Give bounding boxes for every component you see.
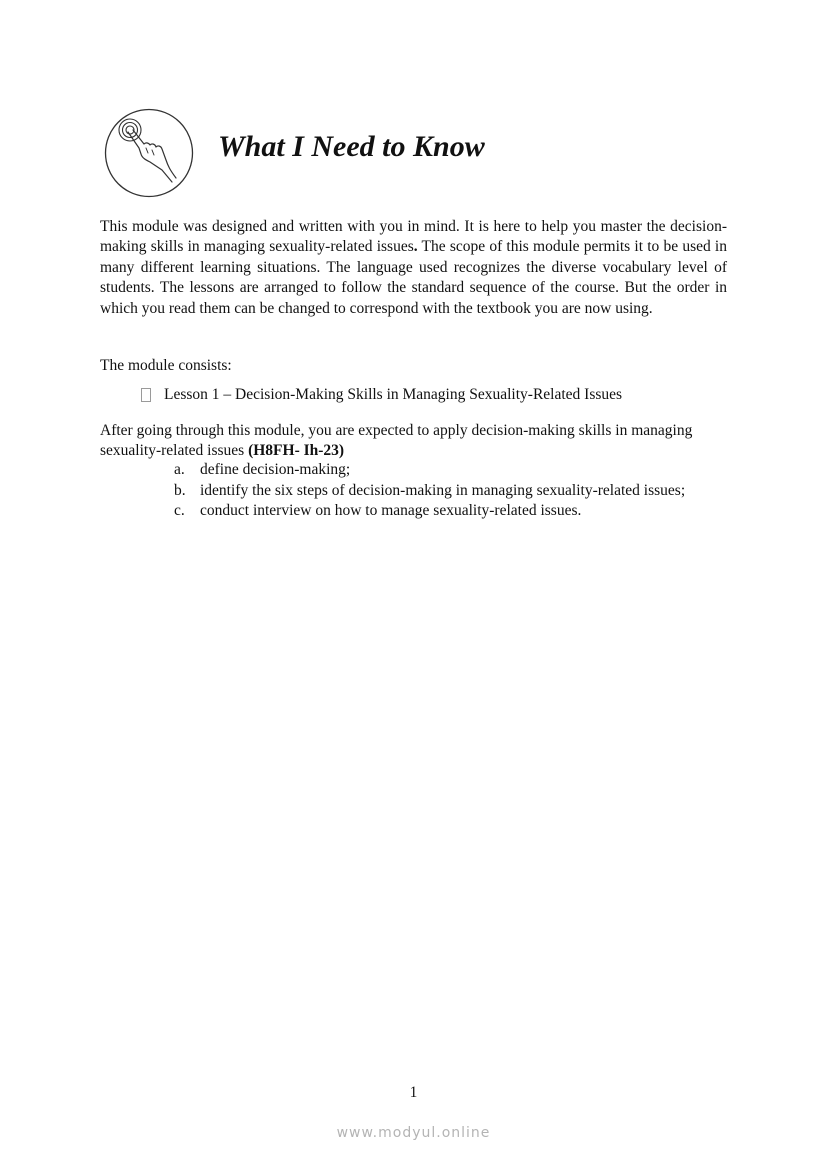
lesson-label: Lesson 1 – Decision-Making Skills in Managing Sexuality-Related Issues (164, 386, 623, 403)
section-title: What I Need to Know (218, 130, 485, 163)
objective-text: conduct interview on how to manage sexuality-related issues. (200, 502, 582, 520)
objectives-lead: After going through this module, you are expected to apply decision-making skills in managing sexuality-related issues (100, 422, 693, 459)
objective-text: define decision-making; (200, 461, 351, 478)
intro-text-part1: This module was designed and written with you in mind. It is here to help you master the decision-making skills in managing sexuality-related issues (100, 218, 727, 256)
objectives-list (174, 460, 685, 522)
intro-period: . (413, 238, 418, 256)
lesson-list-item (138, 385, 622, 405)
touch-hand-icon (104, 108, 194, 198)
bullet-box-icon (141, 388, 151, 402)
objectives-paragraph (100, 421, 740, 461)
objective-letter: a. (174, 461, 185, 478)
objective-item (174, 481, 685, 502)
intro-paragraph (100, 217, 727, 319)
objective-letter: c. (174, 502, 185, 520)
watermark: www.modyul.online (336, 1125, 491, 1141)
objective-letter: b. (174, 481, 186, 499)
objective-item (174, 460, 685, 481)
objective-text: identify the six steps of decision-making in managing sexuality-related issues; (200, 481, 686, 499)
page-number: 1 (409, 1084, 418, 1101)
objective-item (174, 501, 685, 522)
intro-text-part2: The scope of this module permits it to be used in many different learning situations. The language used recognizes the diverse vocabulary level of students. The lessons are arranged to follow the standard sequence of the course. But the order in which you read them can be changed to correspond with the textbook you are now using. (100, 238, 727, 317)
competency-code: (H8FH- Ih-23) (248, 442, 345, 459)
module-consists-label: The module consists: (100, 357, 232, 374)
